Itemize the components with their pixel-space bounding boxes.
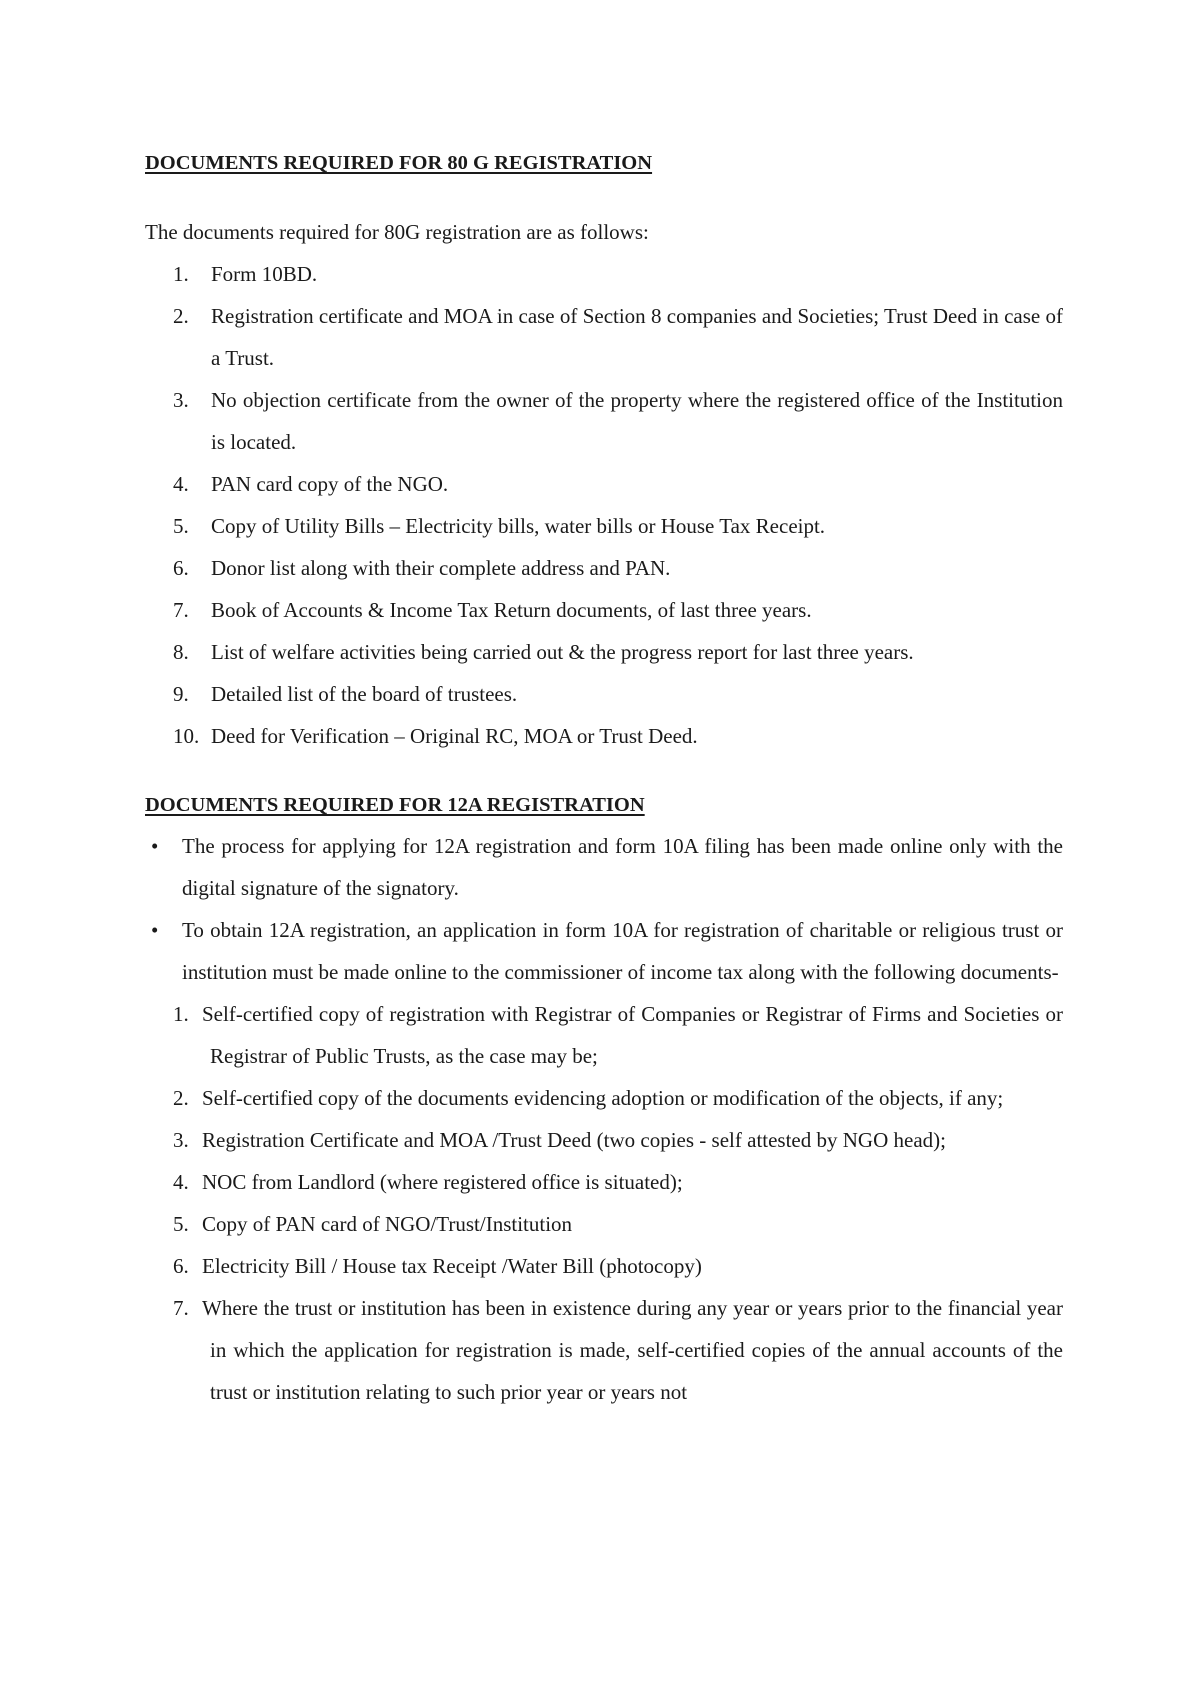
list-number: 3.	[173, 388, 189, 412]
list-item-text: Donor list along with their complete address and PAN.	[211, 556, 671, 580]
list-number: 7.	[173, 1296, 189, 1320]
list-item-text: Self-certified copy of registration with Registrar of Companies or Registrar of Firms and Societies or Registrar of Public Trusts, as the case may be;	[202, 1002, 1063, 1068]
list-number: 9.	[173, 682, 189, 706]
list-12a-bullets	[145, 825, 1063, 993]
list-item	[145, 631, 1063, 673]
list-item-text: NOC from Landlord (where registered office is situated);	[202, 1170, 683, 1194]
list-item	[145, 463, 1063, 505]
list-item	[145, 505, 1063, 547]
list-item	[145, 673, 1063, 715]
bullet-item-text: The process for applying for 12A registration and form 10A filing has been made online only with the digital signature of the signatory.	[182, 834, 1063, 900]
list-number: 10.	[173, 724, 200, 748]
bullet-icon: •	[151, 834, 159, 858]
list-item	[145, 1119, 1063, 1161]
list-item	[145, 253, 1063, 295]
list-item	[145, 295, 1063, 379]
list-number: 2.	[173, 304, 189, 328]
list-number: 4.	[173, 472, 189, 496]
list-12a-documents	[145, 993, 1063, 1413]
list-number: 7.	[173, 598, 189, 622]
list-item	[145, 715, 1063, 757]
list-item-text: Detailed list of the board of trustees.	[211, 682, 518, 706]
list-item-text: No objection certificate from the owner of the property where the registered office of the Institution is located.	[211, 388, 1063, 454]
list-item-text: Where the trust or institution has been in existence during any year or years prior to the financial year in which the application for registration is made, self-certified copies of the annual accounts of the trust or institution relating to such prior year or years not	[202, 1296, 1063, 1404]
list-number: 1.	[173, 262, 189, 286]
list-number: 5.	[173, 1212, 189, 1236]
list-item-text: List of welfare activities being carried out & the progress report for last three years.	[211, 640, 914, 664]
list-item-text: Registration Certificate and MOA /Trust Deed (two copies - self attested by NGO head);	[202, 1128, 946, 1152]
bullet-item	[145, 909, 1063, 993]
list-number: 4.	[173, 1170, 189, 1194]
list-number: 3.	[173, 1128, 189, 1152]
list-number: 5.	[173, 514, 189, 538]
list-item-text: Deed for Verification – Original RC, MOA or Trust Deed.	[211, 724, 698, 748]
list-item	[145, 1245, 1063, 1287]
list-item-text: Copy of PAN card of NGO/Trust/Institution	[202, 1212, 573, 1236]
list-item	[145, 1161, 1063, 1203]
list-item	[145, 589, 1063, 631]
bullet-icon: •	[151, 918, 159, 942]
bullet-item	[145, 825, 1063, 909]
list-item	[145, 1203, 1063, 1245]
list-item	[145, 547, 1063, 589]
list-item	[145, 379, 1063, 463]
list-number: 1.	[173, 1002, 189, 1026]
list-number: 2.	[173, 1086, 189, 1110]
heading-12a: DOCUMENTS REQUIRED FOR 12A REGISTRATION	[145, 794, 645, 816]
intro-80g: The documents required for 80G registration are as follows:	[145, 220, 649, 244]
list-item-text: Registration certificate and MOA in case of Section 8 companies and Societies; Trust Deed in case of a Trust.	[211, 304, 1063, 370]
list-item	[145, 1287, 1063, 1413]
list-number: 8.	[173, 640, 189, 664]
list-80g-documents	[145, 253, 1063, 757]
list-number: 6.	[173, 1254, 189, 1278]
list-item-text: Electricity Bill / House tax Receipt /Water Bill (photocopy)	[202, 1254, 702, 1278]
list-number: 6.	[173, 556, 189, 580]
list-item-text: Copy of Utility Bills – Electricity bills, water bills or House Tax Receipt.	[211, 514, 826, 538]
list-item	[145, 1077, 1063, 1119]
list-item-text: Self-certified copy of the documents evidencing adoption or modification of the objects, if any;	[202, 1086, 1004, 1110]
bullet-item-text: To obtain 12A registration, an application in form 10A for registration of charitable or religious trust or institution must be made online to the commissioner of income tax along with the following documents-	[182, 918, 1063, 984]
heading-80g: DOCUMENTS REQUIRED FOR 80 G REGISTRATION	[145, 152, 653, 174]
list-item-text: PAN card copy of the NGO.	[211, 472, 449, 496]
document-page	[145, 142, 1063, 1413]
list-item	[145, 993, 1063, 1077]
list-item-text: Book of Accounts & Income Tax Return documents, of last three years.	[211, 598, 812, 622]
list-item-text: Form 10BD.	[211, 262, 318, 286]
